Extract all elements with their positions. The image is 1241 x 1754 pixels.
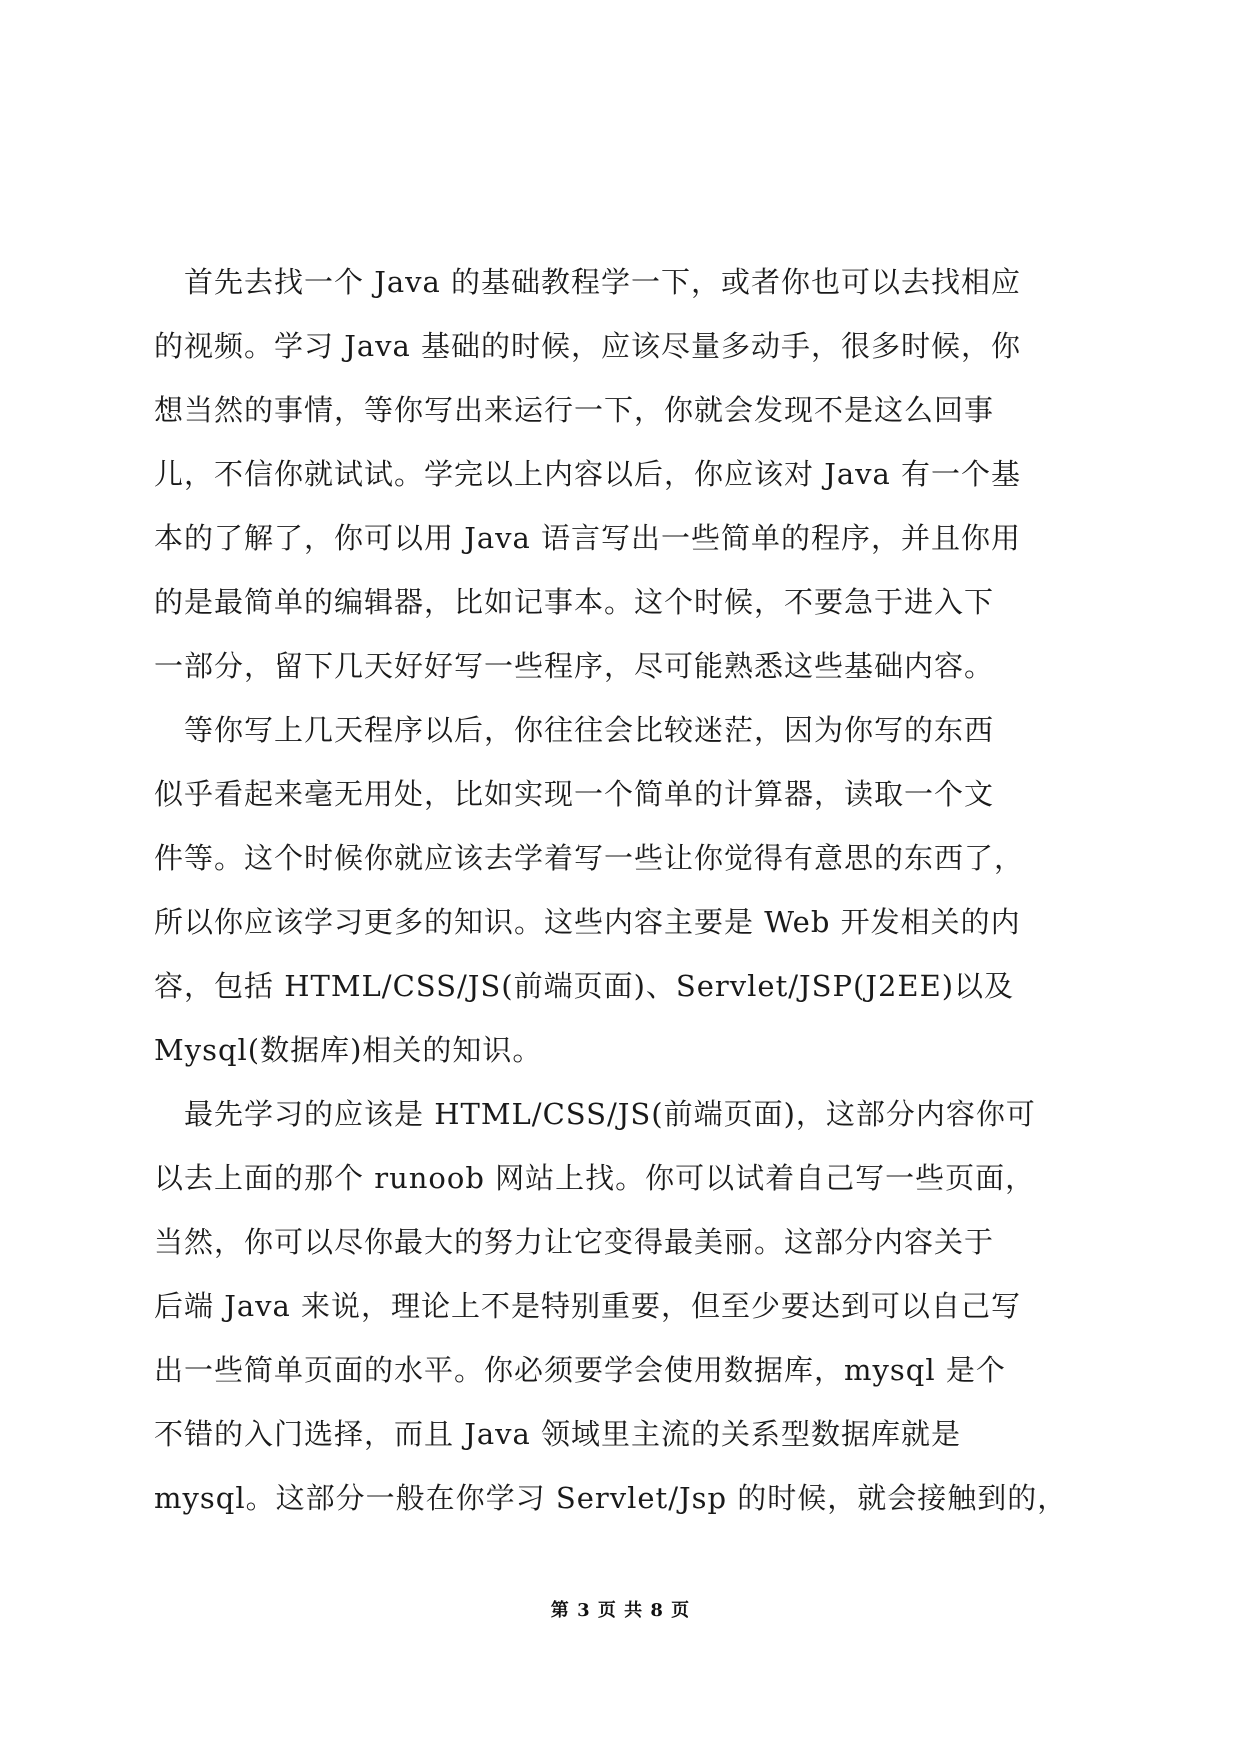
paragraph-3 xyxy=(154,1082,1094,1530)
text-line: 的视频。学习 Java 基础的时候，应该尽量多动手，很多时候，你 xyxy=(154,329,1022,363)
text-line: 想当然的事情，等你写出来运行一下，你就会发现不是这么回事 xyxy=(154,393,995,427)
text-line: 件等。这个时候你就应该去学着写一些让你觉得有意思的东西了， xyxy=(154,841,1025,875)
text-line: 本的了解了，你可以用 Java 语言写出一些简单的程序，并且你用 xyxy=(154,521,1022,555)
text-line: 最先学习的应该是 HTML/CSS/JS(前端页面)，这部分内容你可 xyxy=(154,1097,1036,1131)
paragraph-2 xyxy=(154,698,1094,1082)
text-line: 等你写上几天程序以后，你往往会比较迷茫，因为你写的东西 xyxy=(154,713,995,747)
text-line: 以去上面的那个 runoob 网站上找。你可以试着自己写一些页面， xyxy=(154,1161,1036,1195)
text-line: 的是最简单的编辑器，比如记事本。这个时候，不要急于进入下 xyxy=(154,585,995,619)
text-line: 儿，不信你就试试。学完以上内容以后，你应该对 Java 有一个基 xyxy=(154,457,1022,491)
paragraph-1 xyxy=(154,250,1094,698)
text-line: 首先去找一个 Java 的基础教程学一下，或者你也可以去找相应 xyxy=(154,265,1022,299)
text-line: 不错的入门选择，而且 Java 领域里主流的关系型数据库就是 xyxy=(154,1417,962,1451)
text-line: 似乎看起来毫无用处，比如实现一个简单的计算器，读取一个文 xyxy=(154,777,995,811)
text-line: 出一些简单页面的水平。你必须要学会使用数据库，mysql 是个 xyxy=(154,1353,1006,1387)
text-line: mysql。这部分一般在你学习 Servlet/Jsp 的时候，就会接触到的， xyxy=(154,1481,1068,1515)
document-body xyxy=(154,250,1094,1530)
text-line: 容，包括 HTML/CSS/JS(前端页面)、Servlet/JSP(J2EE)以及 xyxy=(154,969,1015,1003)
text-line: 当然，你可以尽你最大的努力让它变得最美丽。这部分内容关于 xyxy=(154,1225,995,1259)
text-line: 所以你应该学习更多的知识。这些内容主要是 Web 开发相关的内 xyxy=(154,905,1021,939)
text-line: Mysql(数据库)相关的知识。 xyxy=(154,1033,543,1067)
text-line: 一部分，留下几天好好写一些程序，尽可能熟悉这些基础内容。 xyxy=(154,649,995,683)
page-number-footer: 第 3 页 共 8 页 xyxy=(550,1600,691,1621)
text-line: 后端 Java 来说，理论上不是特别重要，但至少要达到可以自己写 xyxy=(154,1289,1022,1323)
